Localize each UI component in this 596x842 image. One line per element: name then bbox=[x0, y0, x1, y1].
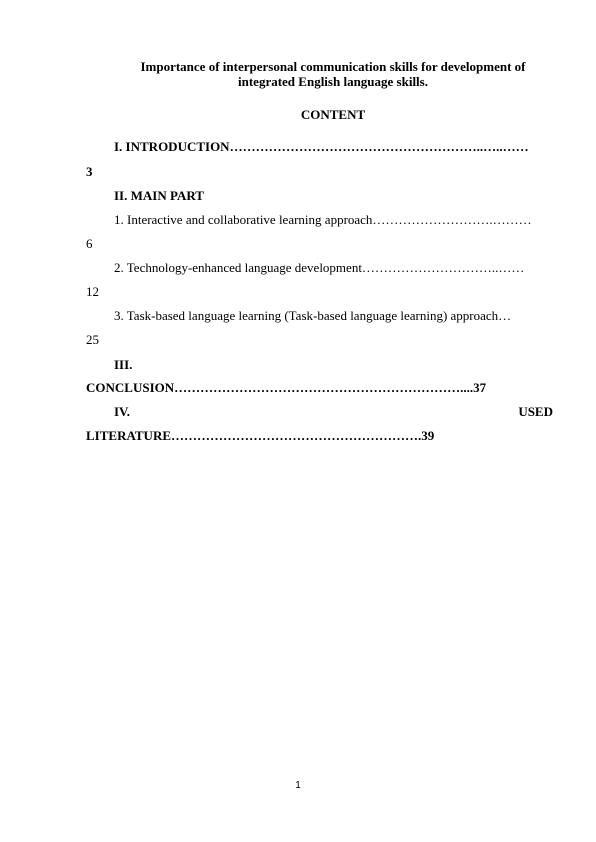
toc-item-3: 3. Task-based language learning (Task-based language learning) approach… bbox=[114, 308, 512, 323]
toc-literature-word: USED bbox=[518, 404, 553, 419]
toc-item-2-page: 12 bbox=[86, 284, 99, 299]
toc-intro-page: 3 bbox=[86, 164, 93, 179]
toc-item-1-page: 6 bbox=[86, 236, 93, 251]
title-line-2: integrated English language skills. bbox=[238, 74, 428, 89]
toc-main-part-heading: II. MAIN PART bbox=[114, 188, 204, 203]
toc-intro: I. INTRODUCTION…………………………………………………..…..…… bbox=[114, 139, 529, 154]
toc-conclusion-number: III. bbox=[114, 357, 133, 372]
content-heading: CONTENT bbox=[300, 107, 366, 122]
page-number: 1 bbox=[295, 780, 301, 791]
title-line-1: Importance of interpersonal communication skills for development of bbox=[140, 59, 526, 74]
toc-item-1: 1. Interactive and collaborative learning approach……………………….……… bbox=[114, 212, 532, 227]
toc-literature-row bbox=[114, 404, 553, 420]
toc-item-3-page: 25 bbox=[86, 332, 99, 347]
toc-conclusion: CONCLUSION…………………………………………………………....37 bbox=[86, 380, 487, 395]
document-title bbox=[86, 59, 580, 89]
toc-literature-number: IV. bbox=[114, 404, 131, 419]
toc-item-2: 2. Technology-enhanced language development…………………………..…… bbox=[114, 260, 525, 275]
toc-literature: LITERATURE………………………………………………….39 bbox=[86, 428, 435, 443]
